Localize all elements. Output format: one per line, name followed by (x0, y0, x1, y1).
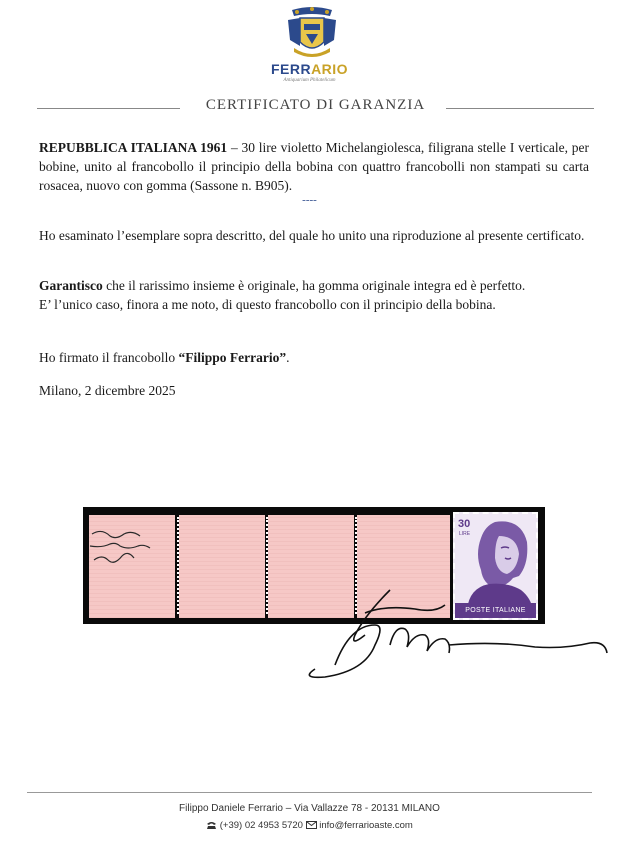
stamp-country: POSTE ITALIANE (465, 607, 526, 614)
perforation (266, 517, 268, 614)
brand-name-part2: ARIO (311, 61, 349, 77)
signature-statement-suffix: . (286, 350, 290, 365)
footer-name: Filippo Daniele Ferrario (179, 803, 283, 814)
footer-email[interactable]: info@ferrarioaste.com (319, 820, 413, 831)
description-heading: REPUBBLICA ITALIANA 1961 (39, 140, 228, 155)
separator: ---- (302, 194, 317, 206)
footer-address: – Via Vallazze 78 - 20131 MILANO (282, 803, 440, 814)
perforation (177, 517, 179, 614)
footer-contact-line (0, 820, 619, 831)
brand-tagline: Antiquarium Philatelicum (283, 78, 336, 83)
pencil-annotation-icon (86, 520, 176, 580)
signature-statement (39, 348, 589, 367)
uniqueness-text: E’ l’unico caso, finora a me noto, di questo francobollo con il principio della bobina. (39, 297, 496, 312)
guarantee-label: Garantisco (39, 278, 103, 293)
handwritten-signature-icon (295, 585, 615, 695)
footer-phone: (+39) 02 4953 5720 (219, 820, 303, 831)
place-and-date: Milano, 2 dicembre 2025 (39, 383, 176, 398)
footer-divider (27, 792, 592, 793)
stamp-value: 30 (458, 518, 471, 530)
phone-icon (206, 821, 217, 830)
certificate-title: CERTIFICATO DI GARANZIA (205, 97, 426, 113)
description-text: – 30 lire violetto Michelangiolesca, filigrana stelle I verticale, per bobine, unito al francobollo il principio della bobina con quattro francobolli non stampati su carta rosacea, nuovo con gomma (Sassone n. B905). (39, 140, 589, 193)
blank-stamp (179, 515, 265, 618)
guarantee-statement (39, 276, 589, 314)
examination-statement: Ho esaminato l’esemplare sopra descritto, del quale ho unito una riproduzione al presente certificato. (39, 228, 585, 243)
footer-address-line (0, 803, 619, 814)
title-divider-right (446, 108, 594, 109)
stamp-description (39, 138, 589, 195)
signature-statement-prefix: Ho firmato il francobollo (39, 350, 179, 365)
coat-of-arms-logo-icon (286, 6, 338, 62)
guarantee-text: che il rarissimo insieme è originale, ha gomma originale integra ed è perfetto. (102, 278, 526, 293)
brand-name (0, 61, 619, 77)
brand-name-part1: FERR (270, 61, 312, 77)
stamp-currency: LIRE (459, 531, 471, 537)
certificate-title-row (37, 97, 594, 117)
mail-icon (306, 821, 317, 829)
signature-name: “Filippo Ferrario” (178, 350, 287, 365)
